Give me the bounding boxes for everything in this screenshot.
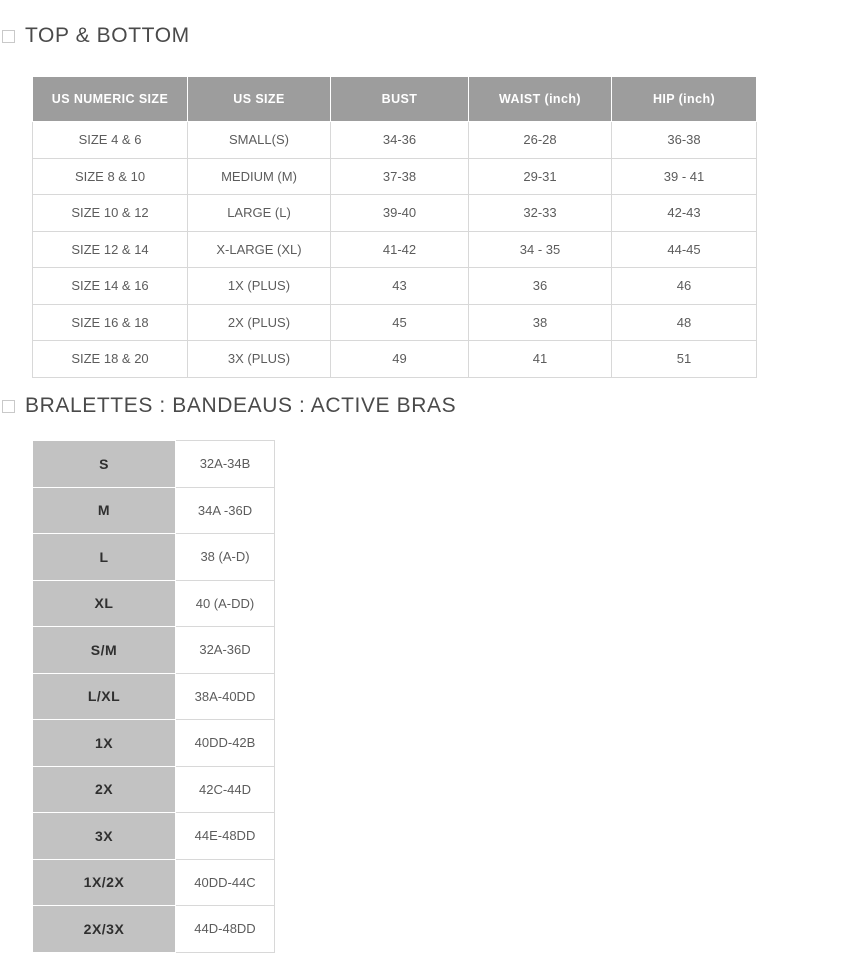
checkbox-icon	[2, 400, 15, 413]
cell-hip: 39 - 41	[612, 158, 757, 195]
table-row	[33, 627, 275, 674]
cell-bra-size: 42C-44D	[176, 766, 275, 813]
cell-us-size: MEDIUM (M)	[188, 158, 331, 195]
cell-bra-size: 40 (A-DD)	[176, 580, 275, 627]
cell-size-label: S/M	[33, 627, 176, 674]
cell-size-label: 1X	[33, 720, 176, 767]
table-row	[33, 441, 275, 488]
cell-us-size: 2X (PLUS)	[188, 304, 331, 341]
cell-bra-size: 40DD-42B	[176, 720, 275, 767]
cell-us-numeric-size: SIZE 10 & 12	[33, 195, 188, 232]
cell-bra-size: 32A-34B	[176, 441, 275, 488]
table-row	[33, 720, 275, 767]
cell-size-label: L	[33, 534, 176, 581]
cell-bust: 49	[331, 341, 469, 378]
column-header-hip: HIP (inch)	[612, 77, 757, 122]
cell-waist: 36	[469, 268, 612, 305]
cell-bra-size: 34A -36D	[176, 487, 275, 534]
section-heading-bralettes	[2, 394, 456, 418]
cell-size-label: 3X	[33, 813, 176, 860]
table-row	[33, 122, 757, 159]
cell-size-label: S	[33, 441, 176, 488]
table-row	[33, 859, 275, 906]
cell-size-label: L/XL	[33, 673, 176, 720]
cell-size-label: XL	[33, 580, 176, 627]
cell-bust: 34-36	[331, 122, 469, 159]
cell-waist: 34 - 35	[469, 231, 612, 268]
cell-us-size: X-LARGE (XL)	[188, 231, 331, 268]
cell-bra-size: 32A-36D	[176, 627, 275, 674]
section-heading-top-bottom	[2, 24, 190, 48]
cell-hip: 48	[612, 304, 757, 341]
table-row	[33, 906, 275, 953]
cell-us-size: SMALL(S)	[188, 122, 331, 159]
table-row	[33, 231, 757, 268]
cell-waist: 41	[469, 341, 612, 378]
cell-bra-size: 40DD-44C	[176, 859, 275, 906]
cell-us-numeric-size: SIZE 18 & 20	[33, 341, 188, 378]
table-bralettes	[32, 440, 275, 953]
section-title: BRALETTES : BANDEAUS : ACTIVE BRAS	[25, 394, 457, 417]
cell-hip: 44-45	[612, 231, 757, 268]
cell-waist: 29-31	[469, 158, 612, 195]
cell-us-numeric-size: SIZE 12 & 14	[33, 231, 188, 268]
cell-waist: 26-28	[469, 122, 612, 159]
cell-hip: 51	[612, 341, 757, 378]
section-title: TOP & BOTTOM	[25, 24, 190, 47]
column-header-us-size: US SIZE	[188, 77, 331, 122]
cell-hip: 46	[612, 268, 757, 305]
cell-bust: 45	[331, 304, 469, 341]
column-header-us-numeric-size: US NUMERIC SIZE	[33, 77, 188, 122]
table-row	[33, 580, 275, 627]
cell-bust: 39-40	[331, 195, 469, 232]
cell-us-size: 1X (PLUS)	[188, 268, 331, 305]
cell-us-numeric-size: SIZE 16 & 18	[33, 304, 188, 341]
cell-bust: 37-38	[331, 158, 469, 195]
table-row	[33, 534, 275, 581]
table-row	[33, 341, 757, 378]
cell-bra-size: 44D-48DD	[176, 906, 275, 953]
cell-us-numeric-size: SIZE 4 & 6	[33, 122, 188, 159]
cell-us-size: LARGE (L)	[188, 195, 331, 232]
table-row	[33, 487, 275, 534]
cell-us-numeric-size: SIZE 14 & 16	[33, 268, 188, 305]
cell-size-label: 2X/3X	[33, 906, 176, 953]
table-row	[33, 766, 275, 813]
cell-hip: 42-43	[612, 195, 757, 232]
cell-size-label: 2X	[33, 766, 176, 813]
cell-bra-size: 38A-40DD	[176, 673, 275, 720]
cell-bust: 43	[331, 268, 469, 305]
table-header-row	[33, 77, 757, 122]
table-row	[33, 195, 757, 232]
cell-bra-size: 38 (A-D)	[176, 534, 275, 581]
cell-waist: 32-33	[469, 195, 612, 232]
column-header-waist: WAIST (inch)	[469, 77, 612, 122]
cell-us-size: 3X (PLUS)	[188, 341, 331, 378]
checkbox-icon	[2, 30, 15, 43]
cell-size-label: M	[33, 487, 176, 534]
table-top-bottom	[32, 76, 757, 378]
table-row	[33, 813, 275, 860]
table-row	[33, 304, 757, 341]
cell-hip: 36-38	[612, 122, 757, 159]
cell-bust: 41-42	[331, 231, 469, 268]
cell-size-label: 1X/2X	[33, 859, 176, 906]
cell-us-numeric-size: SIZE 8 & 10	[33, 158, 188, 195]
table-row	[33, 268, 757, 305]
cell-bra-size: 44E-48DD	[176, 813, 275, 860]
column-header-bust: BUST	[331, 77, 469, 122]
table-row	[33, 673, 275, 720]
table-row	[33, 158, 757, 195]
cell-waist: 38	[469, 304, 612, 341]
